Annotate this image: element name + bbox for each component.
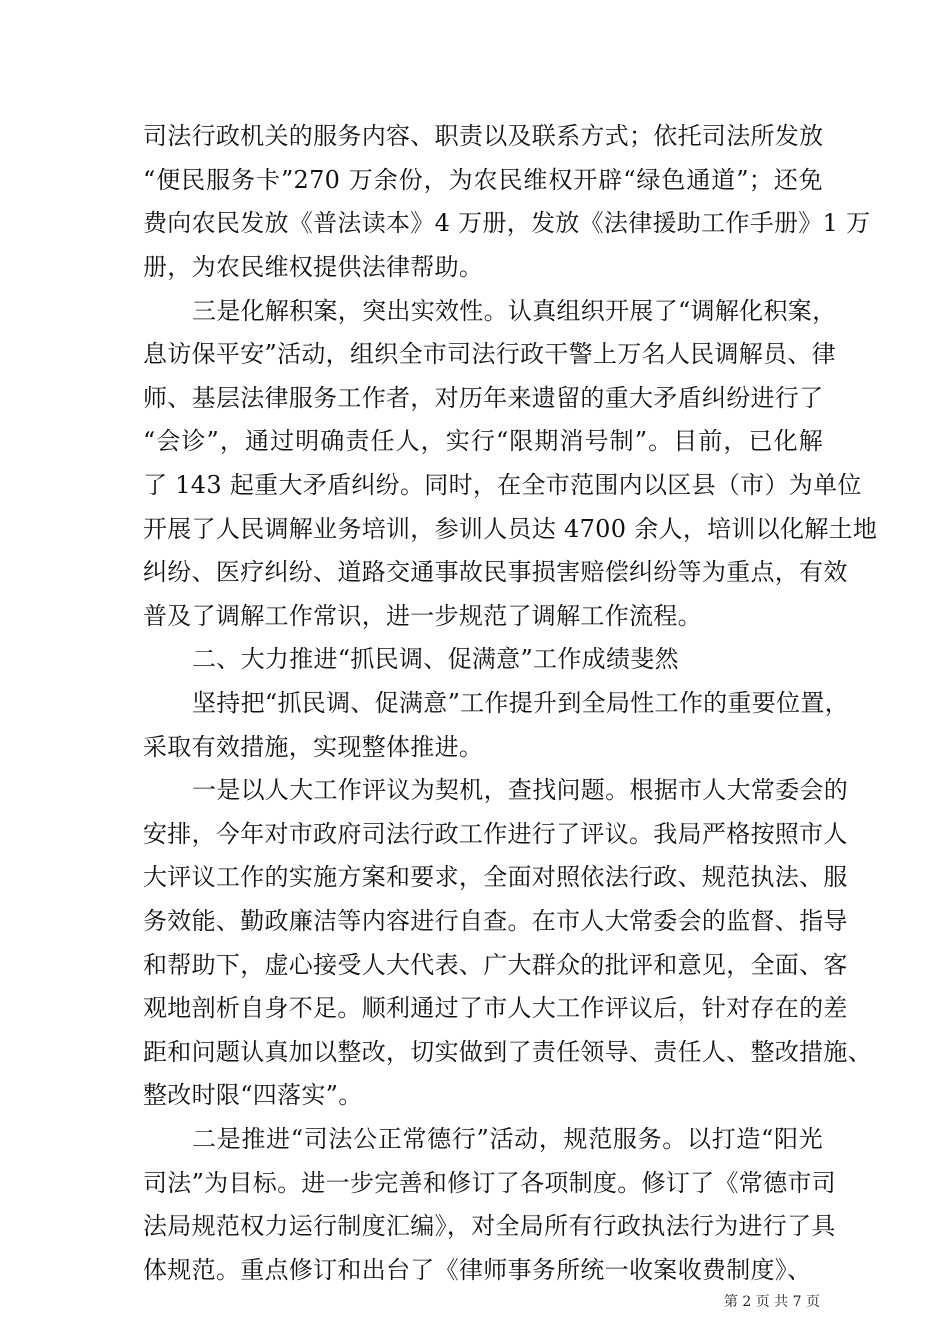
text-line: 安排，今年对市政府司法行政工作进行了评议。我局严格按照市人 <box>143 820 848 848</box>
text-line: 法局规范权力运行制度汇编》，对全局所有行政执法行为进行了具 <box>143 1212 836 1240</box>
text-line: 纠纷、医疗纠纷、道路交通事故民事损害赔偿纠纷等为重点，有效 <box>143 558 848 586</box>
text-line: 一是以人大工作评议为契机，查找问题。根据市人大常委会的 <box>192 776 849 804</box>
text-line: 费向农民发放《普法读本》4 万册，发放《法律援助工作手册》1 万 <box>143 209 871 237</box>
text-line: 观地剖析自身不足。顺利通过了市人大工作评议后，针对存在的差 <box>143 994 848 1022</box>
text-line: 采取有效措施，实现整体推进。 <box>143 733 484 761</box>
text-line: 和帮助下，虚心接受人大代表、广大群众的批评和意见，全面、客 <box>143 951 848 979</box>
text-line: 三是化解积案，突出实效性。认真组织开展了“调解化积案， <box>192 297 837 325</box>
text-line: “会诊”，通过明确责任人，实行“限期消号制”。目前，已化解 <box>143 427 823 455</box>
text-line: 司法行政机关的服务内容、职责以及联系方式；依托司法所发放 <box>143 122 824 150</box>
text-line: 司法”为目标。进一步完善和修订了各项制度。修订了《常德市司 <box>143 1169 836 1197</box>
section-heading: 二、大力推进“抓民调、促满意”工作成绩斐然 <box>192 645 679 673</box>
text-line: 师、基层法律服务工作者，对历年来遗留的重大矛盾纠纷进行了 <box>143 384 824 412</box>
text-line: 息访保平安”活动，组织全市司法行政干警上万名人民调解员、律 <box>143 340 836 368</box>
text-line: “便民服务卡”270 万余份，为农民维权开辟“绿色通道”；还免 <box>143 166 823 194</box>
text-line: 体规范。重点修订和出台了《律师事务所统一收案收费制度》、 <box>143 1256 812 1284</box>
text-line: 了 143 起重大矛盾纠纷。同时，在全市范围内以区县（市）为单位 <box>143 471 862 499</box>
text-line: 大评议工作的实施方案和要求，全面对照依法行政、规范执法、服 <box>143 863 848 891</box>
text-line: 整改时限“四落实”。 <box>143 1081 363 1109</box>
text-line: 册，为农民维权提供法律帮助。 <box>143 253 484 281</box>
page-number-footer: 第 2 页 共 7 页 <box>723 1294 820 1310</box>
text-line: 务效能、勤政廉洁等内容进行自查。在市人大常委会的监督、指导 <box>143 907 848 935</box>
text-line: 坚持把“抓民调、促满意”工作提升到全局性工作的重要位置， <box>192 689 849 717</box>
text-line: 二是推进“司法公正常德行”活动，规范服务。以打造“阳光 <box>192 1125 823 1153</box>
text-line: 开展了人民调解业务培训，参训人员达 4700 余人，培训以化解土地 <box>143 515 878 543</box>
text-line: 距和问题认真加以整改，切实做到了责任领导、责任人、整改措施、 <box>143 1038 872 1066</box>
text-line: 普及了调解工作常识，进一步规范了调解工作流程。 <box>143 602 702 630</box>
